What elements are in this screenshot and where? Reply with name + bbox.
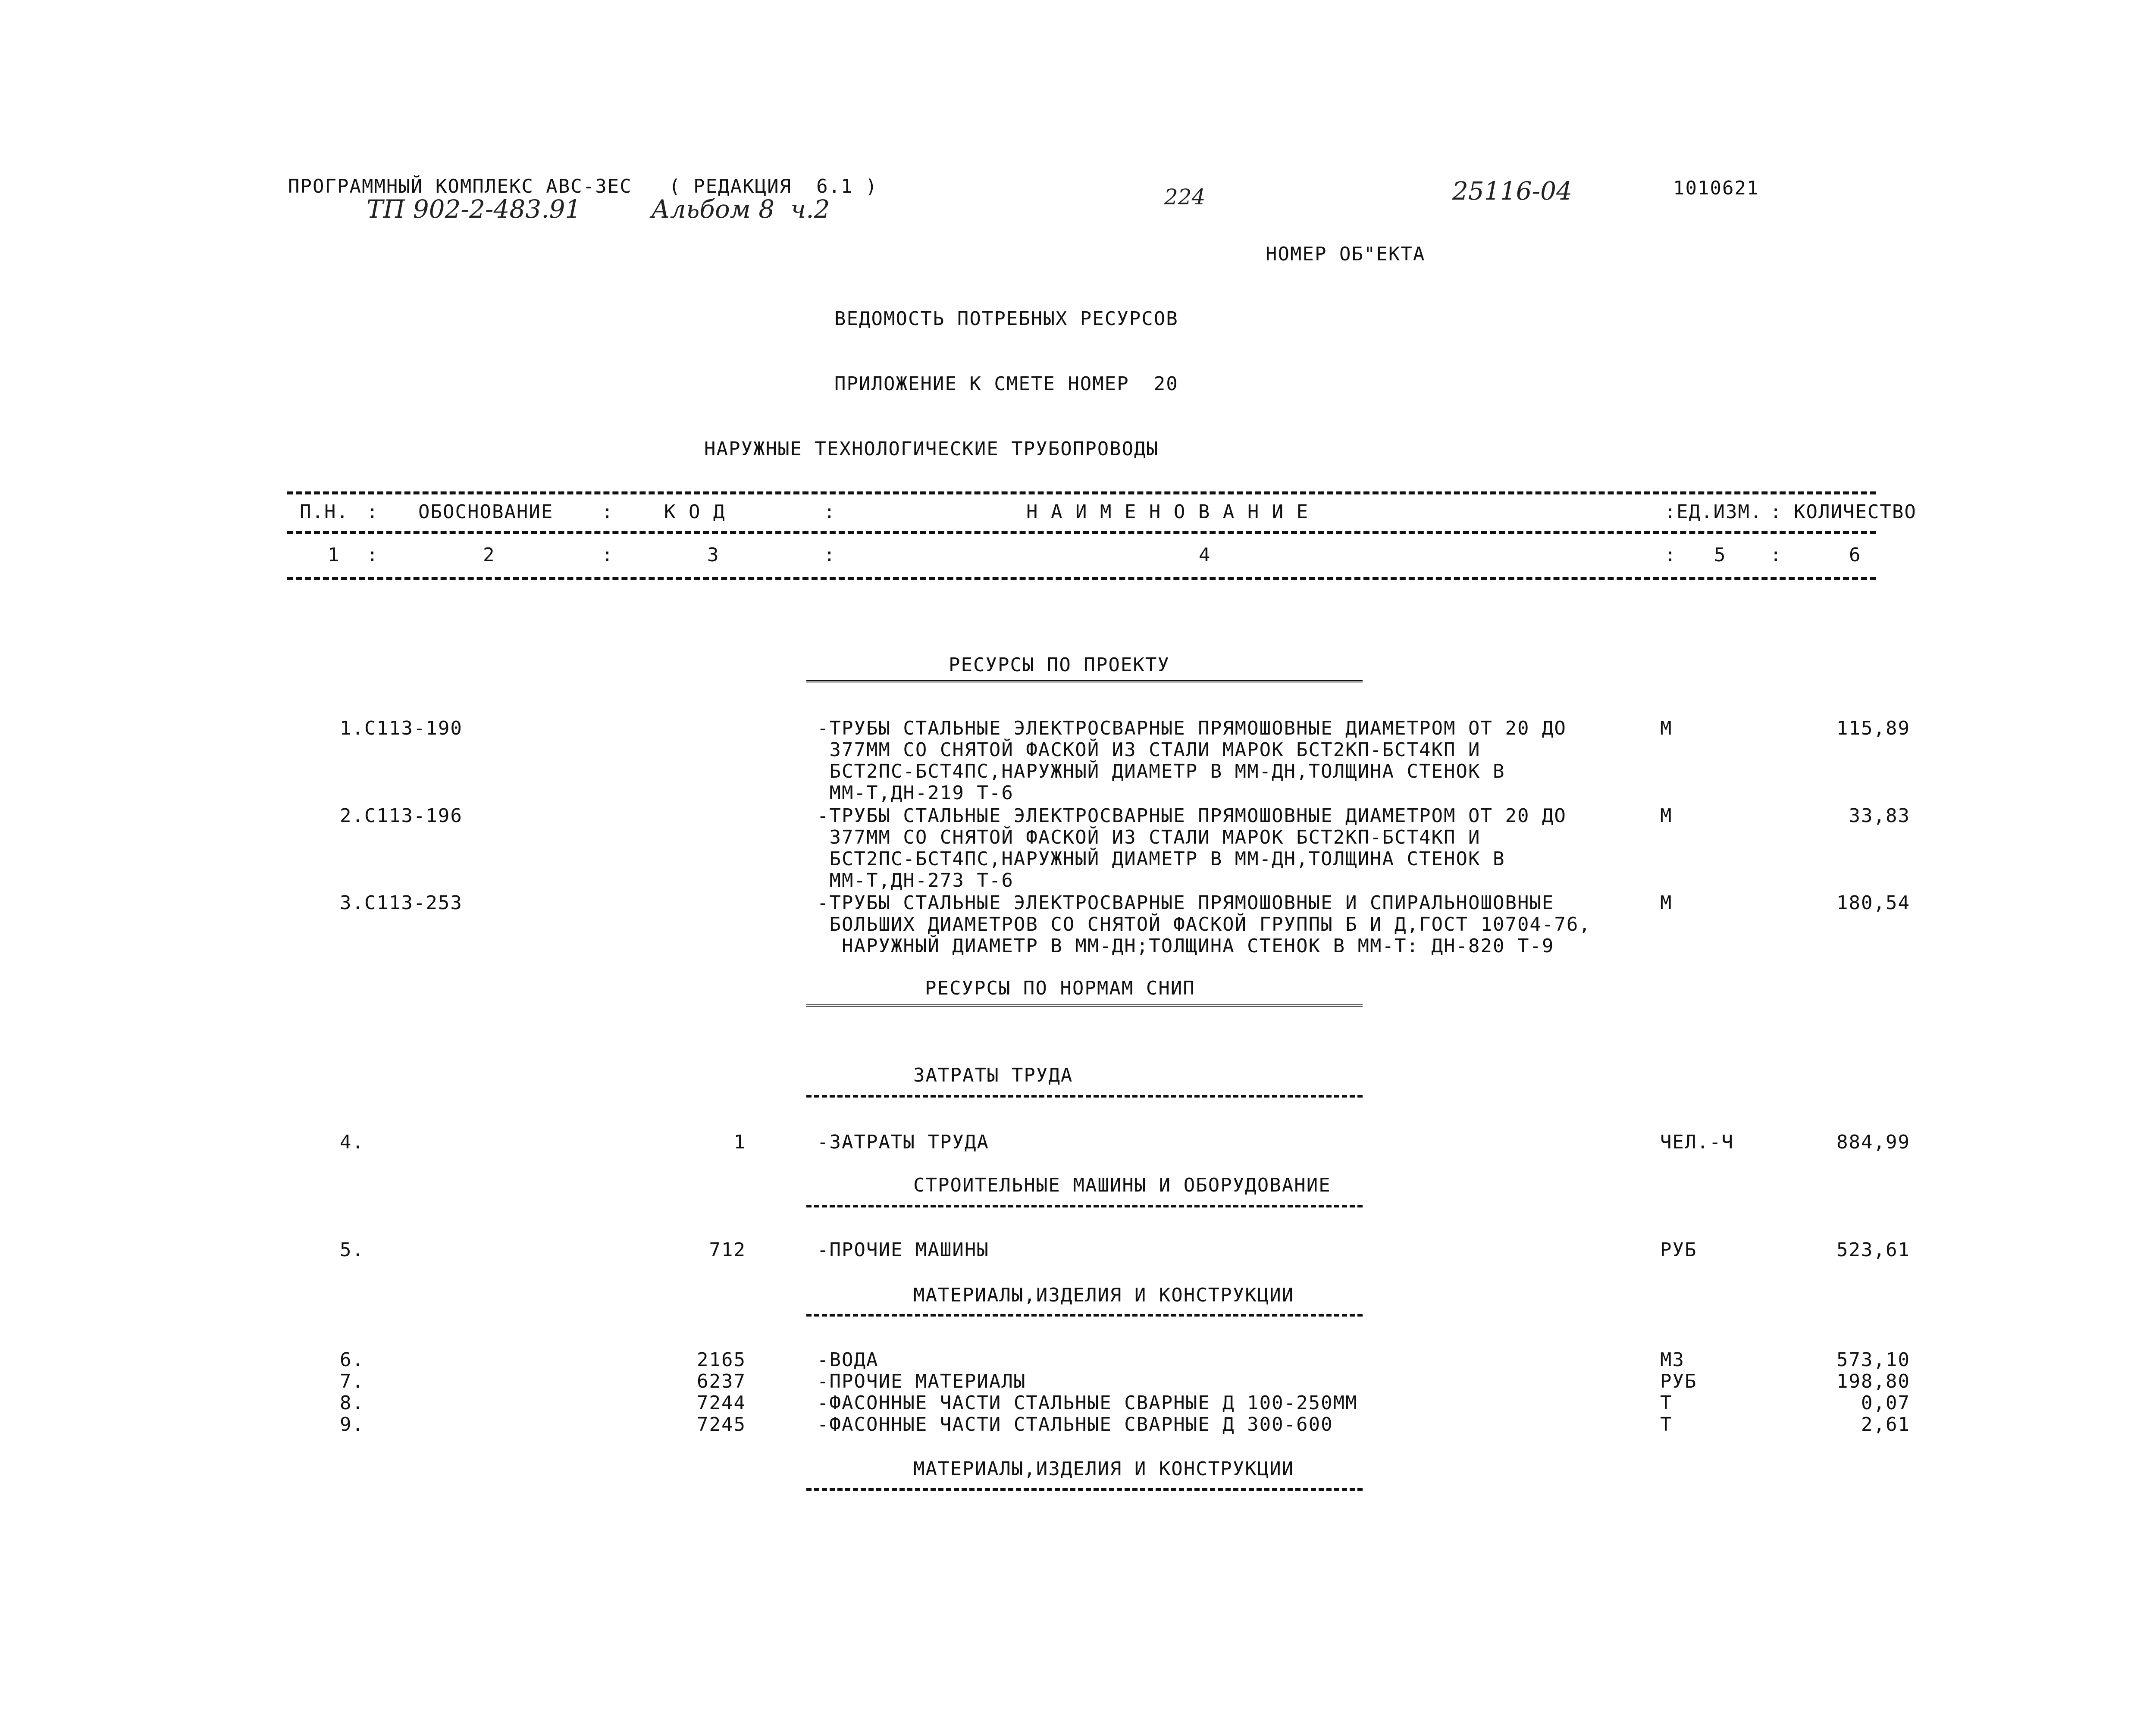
handwritten-album: Альбом 8 ч.2 [651, 194, 830, 224]
row-quantity: 0,07 [1861, 1392, 1910, 1414]
row-quantity: 115,89 [1836, 717, 1910, 739]
row-pn: 9. [340, 1414, 364, 1436]
row-pn: 1.С113-190 [340, 717, 463, 739]
row-unit: Т [1660, 1414, 1673, 1436]
row-name: -ТРУБЫ СТАЛЬНЫЕ ЭЛЕКТРОСВАРНЫЕ ПРЯМОШОВНЫЕ ДИАМЕТРОМ ОТ 20 ДО 377ММ СО СНЯТОЙ ФАСКОЙ ИЗ СТАЛИ МАРОК БСТ2КП-БСТ4КП И БСТ2ПС-БСТ4ПС,НАРУЖНЫЙ ДИАМЕТР В ММ-ДН,ТОЛЩИНА СТЕНОК В ММ-Т,ДН-273 Т-6 [817, 805, 1567, 891]
header-sep: : [367, 544, 379, 566]
header-rule-top [287, 491, 1876, 494]
header-sep: : [1664, 501, 1677, 523]
section-title: РЕСУРСЫ ПО ПРОЕКТУ [949, 654, 1170, 676]
header-sep: : [824, 544, 836, 566]
document-number: 1010621 [1673, 177, 1759, 199]
header-name: Н А И М Е Н О В А Н И Е [1026, 501, 1309, 523]
colnum-5: 5 [1714, 544, 1727, 566]
header-sep: : [1770, 544, 1783, 566]
row-name: -ФАСОННЫЕ ЧАСТИ СТАЛЬНЫЕ СВАРНЫЕ Д 100-250ММ [817, 1392, 1358, 1414]
header-sep: : [602, 501, 614, 523]
colnum-1: 1 [328, 544, 340, 566]
header-sep: : [602, 544, 614, 566]
row-code: 7245 [697, 1414, 746, 1436]
handwritten-code: 25116-04 [1452, 176, 1572, 206]
row-name: -ПРОЧИЕ МАШИНЫ [817, 1239, 989, 1261]
section-underline [806, 1004, 1363, 1011]
row-quantity: 573,10 [1836, 1349, 1910, 1371]
row-code: 6237 [697, 1370, 746, 1392]
row-name: -ЗАТРАТЫ ТРУДА [817, 1131, 989, 1153]
appendix-title: ПРИЛОЖЕНИЕ К СМЕТЕ НОМЕР 20 [834, 373, 1178, 395]
section-title: СТРОИТЕЛЬНЫЕ МАШИНЫ И ОБОРУДОВАНИЕ [913, 1174, 1331, 1196]
section-title: МАТЕРИАЛЫ,ИЗДЕЛИЯ И КОНСТРУКЦИИ [913, 1458, 1294, 1480]
row-quantity: 180,54 [1836, 892, 1910, 914]
section-underline [806, 1488, 1363, 1491]
row-unit: М [1660, 892, 1673, 914]
row-pn: 3.С113-253 [340, 892, 463, 914]
header-sep: : [367, 501, 379, 523]
section-underline [806, 680, 1363, 687]
row-pn: 5. [340, 1239, 364, 1261]
colnum-6: 6 [1849, 544, 1861, 566]
row-unit: М [1660, 717, 1673, 739]
row-code: 2165 [697, 1349, 746, 1371]
row-unit: ЧЕЛ.-Ч [1660, 1131, 1734, 1153]
row-name: -ВОДА [817, 1349, 879, 1371]
row-unit: М3 [1660, 1349, 1685, 1371]
section-title: МАТЕРИАЛЫ,ИЗДЕЛИЯ И КОНСТРУКЦИИ [913, 1284, 1294, 1306]
colnum-3: 3 [707, 544, 720, 566]
subject-title: НАРУЖНЫЕ ТЕХНОЛОГИЧЕСКИЕ ТРУБОПРОВОДЫ [704, 438, 1159, 460]
row-quantity: 198,80 [1836, 1370, 1910, 1392]
header-sep: : [1770, 501, 1783, 523]
section-underline [806, 1205, 1363, 1207]
row-name: -ФАСОННЫЕ ЧАСТИ СТАЛЬНЫЕ СВАРНЫЕ Д 300-600 [817, 1414, 1333, 1436]
document-title: ВЕДОМОСТЬ ПОТРЕБНЫХ РЕСУРСОВ [834, 308, 1178, 330]
row-pn: 4. [340, 1131, 364, 1153]
colnum-2: 2 [483, 544, 495, 566]
handwritten-project-number: ТП 902-2-483.91 [367, 194, 581, 224]
row-quantity: 884,99 [1836, 1131, 1910, 1153]
section-title: ЗАТРАТЫ ТРУДА [913, 1064, 1073, 1086]
header-unit: ЕД.ИЗМ. [1677, 501, 1763, 523]
row-name: -ТРУБЫ СТАЛЬНЫЕ ЭЛЕКТРОСВАРНЫЕ ПРЯМОШОВНЫЕ И СПИРАЛЬНОШОВНЫЕ БОЛЬШИХ ДИАМЕТРОВ СО СНЯТОЙ ФАСКОЙ ГРУППЫ Б И Д,ГОСТ 10704-76, НАРУЖНЫЙ ДИАМЕТР В ММ-ДН;ТОЛЩИНА СТЕНОК В ММ-Т: ДН-820 Т-9 [817, 892, 1591, 957]
header-rule-bottom [287, 577, 1876, 580]
row-pn: 8. [340, 1392, 364, 1414]
row-pn: 2.С113-196 [340, 805, 463, 827]
handwritten-page-number: 224 [1164, 185, 1206, 210]
header-quantity: КОЛИЧЕСТВО [1794, 501, 1917, 523]
colnum-4: 4 [1199, 544, 1211, 566]
row-name: -ПРОЧИЕ МАТЕРИАЛЫ [817, 1370, 1026, 1392]
row-code: 1 [733, 1131, 746, 1153]
row-code: 712 [709, 1239, 746, 1261]
row-quantity: 523,61 [1836, 1239, 1910, 1261]
row-unit: РУБ [1660, 1370, 1697, 1392]
row-pn: 7. [340, 1370, 364, 1392]
header-sep: : [824, 501, 836, 523]
row-name: -ТРУБЫ СТАЛЬНЫЕ ЭЛЕКТРОСВАРНЫЕ ПРЯМОШОВНЫЕ ДИАМЕТРОМ ОТ 20 ДО 377ММ СО СНЯТОЙ ФАСКОЙ ИЗ СТАЛИ МАРОК БСТ2КП-БСТ4КП И БСТ2ПС-БСТ4ПС,НАРУЖНЫЙ ДИАМЕТР В ММ-ДН,ТОЛЩИНА СТЕНОК В ММ-Т,ДН-219 Т-6 [817, 717, 1567, 804]
header-rule-middle [287, 531, 1876, 534]
section-underline [806, 1095, 1363, 1098]
row-code: 7244 [697, 1392, 746, 1414]
row-quantity: 2,61 [1861, 1414, 1910, 1436]
header-code: К О Д [664, 501, 726, 523]
section-underline [806, 1314, 1363, 1317]
header-justification: ОБОСНОВАНИЕ [418, 501, 554, 523]
row-unit: Т [1660, 1392, 1673, 1414]
row-unit: М [1660, 805, 1673, 827]
row-unit: РУБ [1660, 1239, 1697, 1261]
program-header: ПРОГРАММНЫЙ КОМПЛЕКС АВС-3ЕС ( РЕДАКЦИЯ 6.1 ) [288, 175, 878, 197]
row-pn: 6. [340, 1349, 364, 1371]
header-pn: П.Н. [300, 501, 349, 523]
header-sep: : [1664, 544, 1677, 566]
object-number-label: НОМЕР ОБ"ЕКТА [1266, 243, 1426, 265]
row-quantity: 33,83 [1849, 805, 1910, 827]
section-title: РЕСУРСЫ ПО НОРМАМ СНИП [925, 977, 1195, 999]
